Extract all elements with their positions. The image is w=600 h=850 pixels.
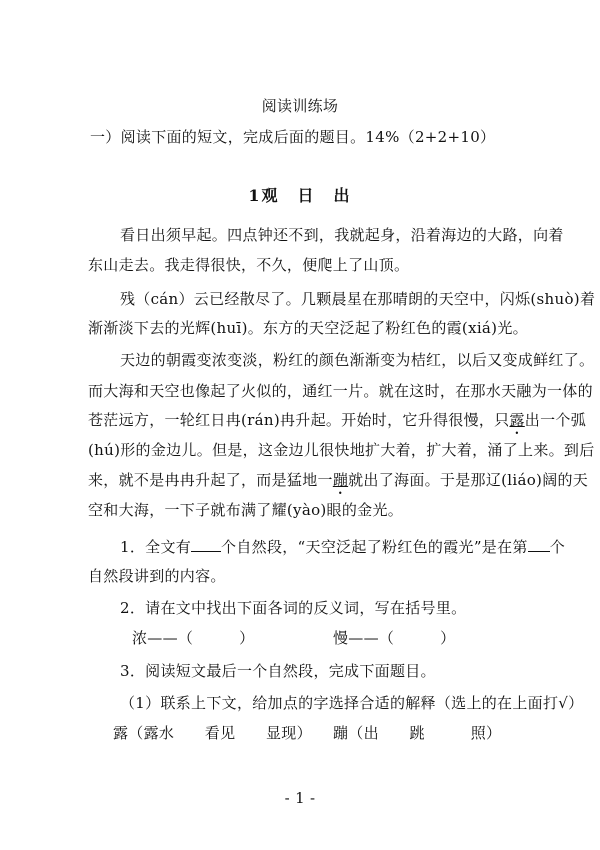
choice-options[interactable]: 蹦（出 跳 照） [333,724,502,742]
question-1 [120,537,565,557]
text-segment: 来，就不是冉冉升起了，而是猛地一 [88,471,333,489]
question-3: 3．阅读短文最后一个自然段，完成下面题目。 [120,662,436,680]
question-2: 2．请在文中找出下面各词的反义词，写在括号里。 [120,599,467,617]
text-segment: 苍茫远方，一轮红日冉(rán)冉升起。开始时，它升得很慢，只 [88,411,510,429]
passage-line: 空和大海，一下子就布满了耀(yào)眼的金光。 [88,501,404,519]
answer-blank[interactable] [191,537,221,552]
passage-line [88,470,588,498]
answer-blank[interactable] [528,537,550,552]
text-segment: 出一个弧 [524,411,586,429]
underlined-word-beng: 蹦 [332,471,349,489]
instruction: 一）阅读下面的短文，完成后面的题目。14%（2+2+10） [90,128,496,146]
passage-line: 而大海和天空也像起了火似的，通红一片。就在这时，在那水天融为一体的 [88,382,593,400]
underlined-word-lu: 露 [509,411,525,429]
question-1-cont: 自然段讲到的内容。 [88,567,226,585]
choice-options[interactable]: 露（露水 看见 显现） [113,724,312,742]
passage-line: 残（cán）云已经散尽了。几颗晨星在那晴朗的天空中，闪烁(shuò)着 [120,290,596,308]
passage-line: 天边的朝霞变浓变淡，粉红的颜色渐渐变为桔红，以后又变成鲜红了。 [120,351,595,369]
text-segment: 1．全文有 [120,538,192,556]
passage-title: 1观 日 出 [248,186,352,205]
passage-line: (hú)形的金边儿。但是，这金边儿很快地扩大着，扩大着，涌了上来。到后 [88,441,595,459]
question-3-sub1: （1）联系上下文，给加点的字选择合适的解释（选上的在上面打√） [120,694,584,712]
page-title: 阅读训练场 [261,97,339,115]
passage-line [88,410,586,438]
antonym-item[interactable]: 慢——（ ） [333,629,456,647]
passage-line: 看日出须早起。四点钟还不到，我就起身，沿着海边的大路，向着 [120,226,564,244]
text-segment: 个 [549,538,565,556]
text-segment: 就出了海面。于是那辽(liáo)阔的天 [348,471,589,489]
passage-line: 东山走去。我走得很快，不久，便爬上了山顶。 [88,256,410,274]
antonym-item[interactable]: 浓——（ ） [132,629,255,647]
page-number: - 1 - [284,789,316,807]
text-segment: 个自然段，“天空泛起了粉红色的霞光”是在第 [221,538,528,556]
passage-line: 渐渐淡下去的光辉(huī)。东方的天空泛起了粉红色的霞(xiá)光。 [88,319,528,337]
